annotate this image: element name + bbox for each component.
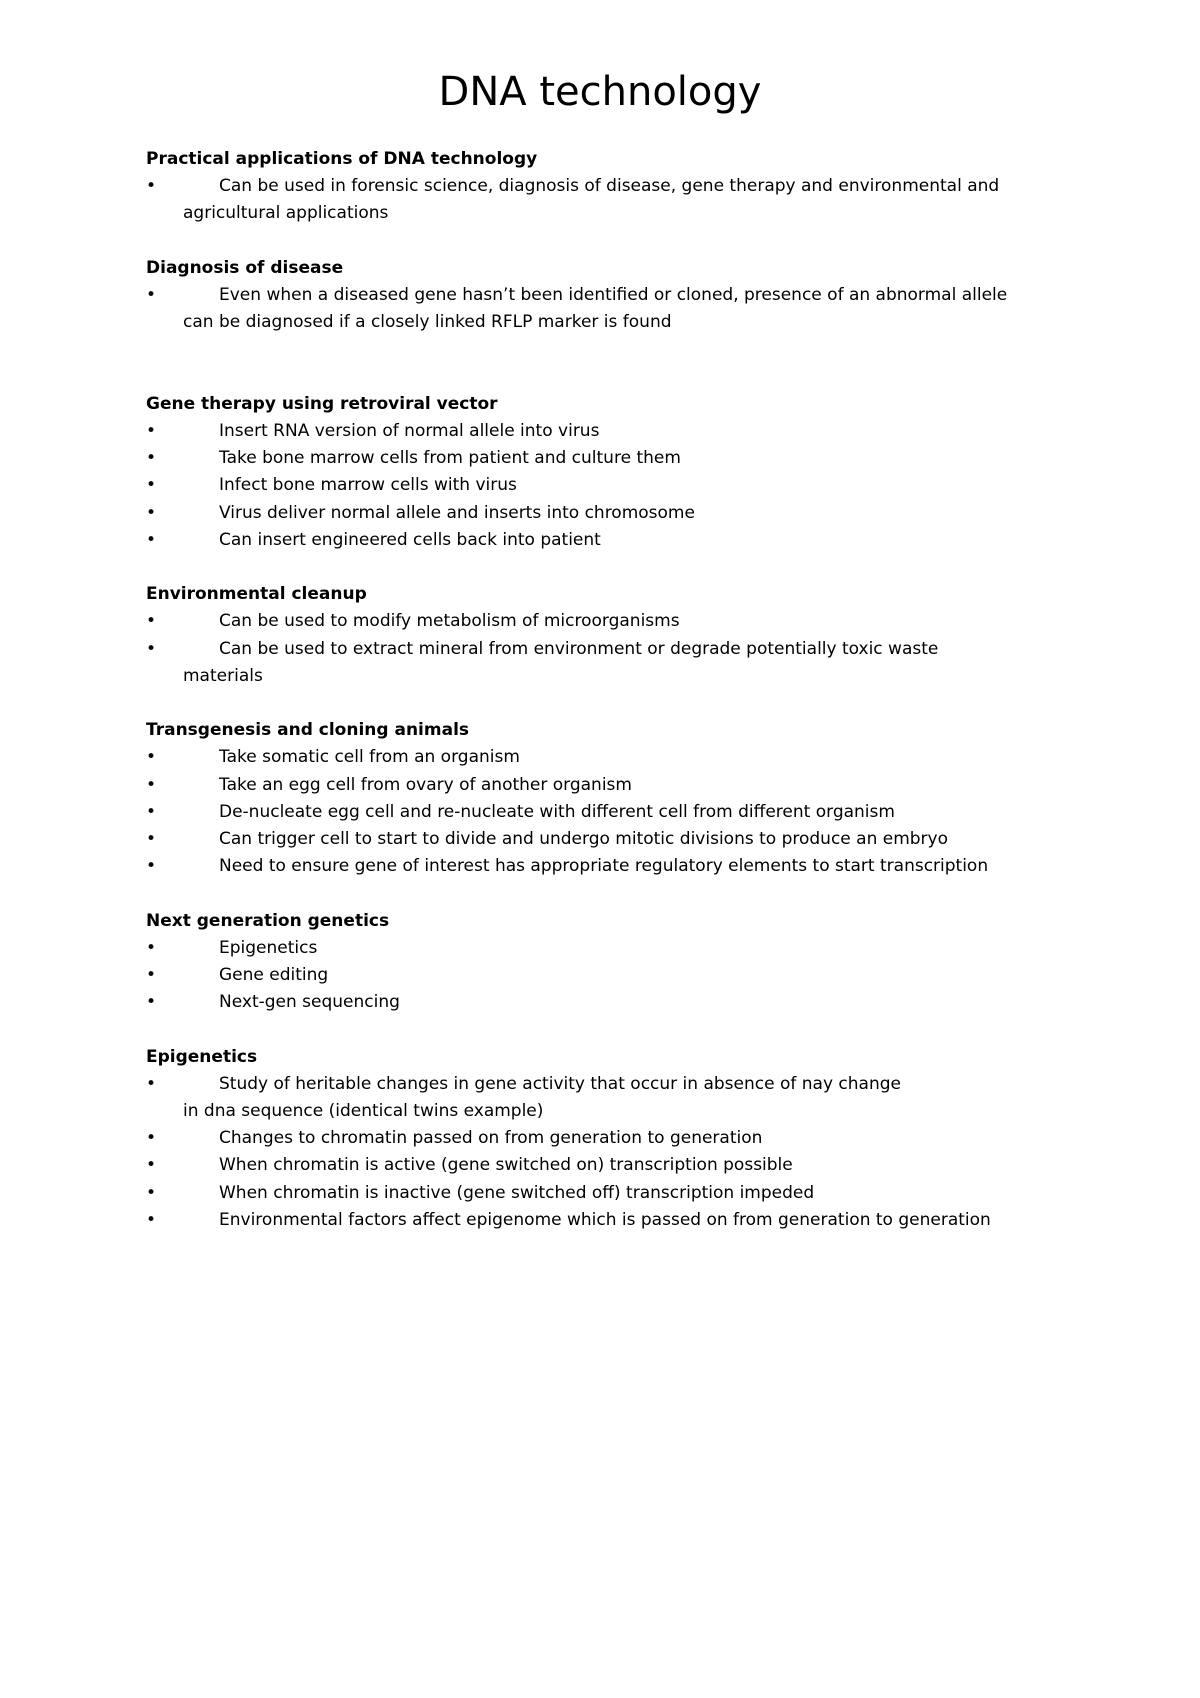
bullet-text: When chromatin is inactive (gene switched off) transcription impeded	[219, 1182, 815, 1203]
bullet-text: Need to ensure gene of interest has appropriate regulatory elements to start transcription	[219, 856, 989, 877]
section	[146, 717, 1076, 880]
bullet-item	[146, 1152, 1076, 1179]
bullet-item	[146, 173, 1076, 227]
bullet-list	[146, 418, 1076, 554]
section-spacer	[146, 228, 1076, 255]
section-heading: Gene therapy using retroviral vector	[146, 393, 498, 414]
bullet-icon: •	[146, 1128, 157, 1149]
bullet-item	[146, 935, 1076, 962]
bullet-text: Can trigger cell to start to divide and undergo mitotic divisions to produce an embryo	[219, 828, 949, 849]
bullet-icon: •	[146, 747, 157, 768]
section-spacer	[146, 554, 1076, 581]
section-spacer	[146, 336, 1076, 390]
bullet-icon: •	[146, 529, 157, 550]
bullet-text: Even when a diseased gene hasn’t been identified or cloned, presence of an abnormal allele	[219, 284, 1008, 305]
bullet-icon: •	[146, 1182, 157, 1203]
bullet-text: Take somatic cell from an organism	[219, 747, 520, 768]
bullet-text: Study of heritable changes in gene activity that occur in absence of nay change	[219, 1073, 901, 1094]
bullet-icon: •	[146, 856, 157, 877]
section	[146, 146, 1076, 228]
section-spacer	[146, 1016, 1076, 1043]
bullet-icon: •	[146, 937, 157, 958]
section-spacer	[146, 880, 1076, 907]
bullet-icon: •	[146, 964, 157, 985]
bullet-item	[146, 1207, 1076, 1234]
bullet-text: Infect bone marrow cells with virus	[219, 475, 517, 496]
bullet-item	[146, 1071, 1076, 1125]
bullet-text: Can be used to modify metabolism of microorganisms	[219, 611, 680, 632]
bullet-text: Can insert engineered cells back into patient	[219, 529, 601, 550]
bullet-item	[146, 826, 1076, 853]
bullet-icon: •	[146, 774, 157, 795]
bullet-item	[146, 853, 1076, 880]
bullet-text: Virus deliver normal allele and inserts into chromosome	[219, 502, 695, 523]
bullet-item	[146, 799, 1076, 826]
bullet-text: De-nucleate egg cell and re-nucleate with different cell from different organism	[219, 801, 895, 822]
bullet-item	[146, 527, 1076, 554]
section-heading: Practical applications of DNA technology	[146, 149, 538, 169]
bullet-icon: •	[146, 420, 157, 441]
bullet-item	[146, 445, 1076, 472]
section-spacer	[146, 690, 1076, 717]
bullet-icon: •	[146, 475, 157, 496]
section	[146, 581, 1076, 690]
bullet-icon: •	[146, 502, 157, 523]
bullet-text-continuation: in dna sequence (identical twins example)	[183, 1100, 544, 1121]
bullet-text-continuation: materials	[183, 665, 263, 686]
bullet-text-continuation: agricultural applications	[183, 203, 389, 224]
bullet-text: Take bone marrow cells from patient and culture them	[219, 448, 681, 469]
document-title: DNA technology	[438, 69, 762, 115]
bullet-icon: •	[146, 1073, 157, 1094]
bullet-text: Take an egg cell from ovary of another organism	[219, 774, 632, 795]
bullet-text: Next-gen sequencing	[219, 992, 400, 1013]
bullet-list	[146, 744, 1076, 880]
bullet-list	[146, 935, 1076, 1017]
bullet-text-continuation: can be diagnosed if a closely linked RFLP marker is found	[183, 312, 672, 333]
bullet-icon: •	[146, 611, 157, 632]
bullet-text: Epigenetics	[219, 937, 318, 958]
bullet-icon: •	[146, 176, 157, 197]
bullet-list	[146, 282, 1076, 336]
section	[146, 391, 1076, 554]
bullet-item	[146, 1180, 1076, 1207]
document-body	[146, 146, 1076, 1234]
bullet-item	[146, 282, 1076, 336]
bullet-text: Insert RNA version of normal allele into virus	[219, 420, 600, 441]
bullet-list	[146, 173, 1076, 227]
bullet-text: Can be used to extract mineral from environment or degrade potentially toxic waste	[219, 638, 939, 659]
bullet-icon: •	[146, 448, 157, 469]
bullet-icon: •	[146, 1209, 157, 1230]
section-heading: Epigenetics	[146, 1046, 258, 1067]
bullet-text: When chromatin is active (gene switched on) transcription possible	[219, 1155, 793, 1176]
section-heading: Environmental cleanup	[146, 584, 367, 605]
bullet-item	[146, 472, 1076, 499]
bullet-item	[146, 608, 1076, 635]
bullet-text: Can be used in forensic science, diagnosis of disease, gene therapy and environmental and	[219, 176, 1000, 197]
bullet-text: Environmental factors affect epigenome which is passed on from generation to generation	[219, 1209, 991, 1230]
section	[146, 255, 1076, 337]
bullet-item	[146, 636, 1076, 690]
bullet-item	[146, 500, 1076, 527]
bullet-item	[146, 418, 1076, 445]
bullet-icon: •	[146, 828, 157, 849]
bullet-text: Gene editing	[219, 964, 329, 985]
section	[146, 1044, 1076, 1234]
section	[146, 908, 1076, 1017]
bullet-icon: •	[146, 801, 157, 822]
section-heading: Transgenesis and cloning animals	[146, 720, 470, 741]
bullet-icon: •	[146, 992, 157, 1013]
bullet-list	[146, 1071, 1076, 1234]
section-heading: Next generation genetics	[146, 910, 390, 931]
bullet-item	[146, 962, 1076, 989]
bullet-item	[146, 772, 1076, 799]
section-heading: Diagnosis of disease	[146, 257, 344, 278]
bullet-text: Changes to chromatin passed on from generation to generation	[219, 1128, 763, 1149]
bullet-item	[146, 1125, 1076, 1152]
bullet-item	[146, 989, 1076, 1016]
bullet-icon: •	[146, 638, 157, 659]
bullet-item	[146, 744, 1076, 771]
bullet-list	[146, 608, 1076, 690]
bullet-icon: •	[146, 284, 157, 305]
bullet-icon: •	[146, 1155, 157, 1176]
